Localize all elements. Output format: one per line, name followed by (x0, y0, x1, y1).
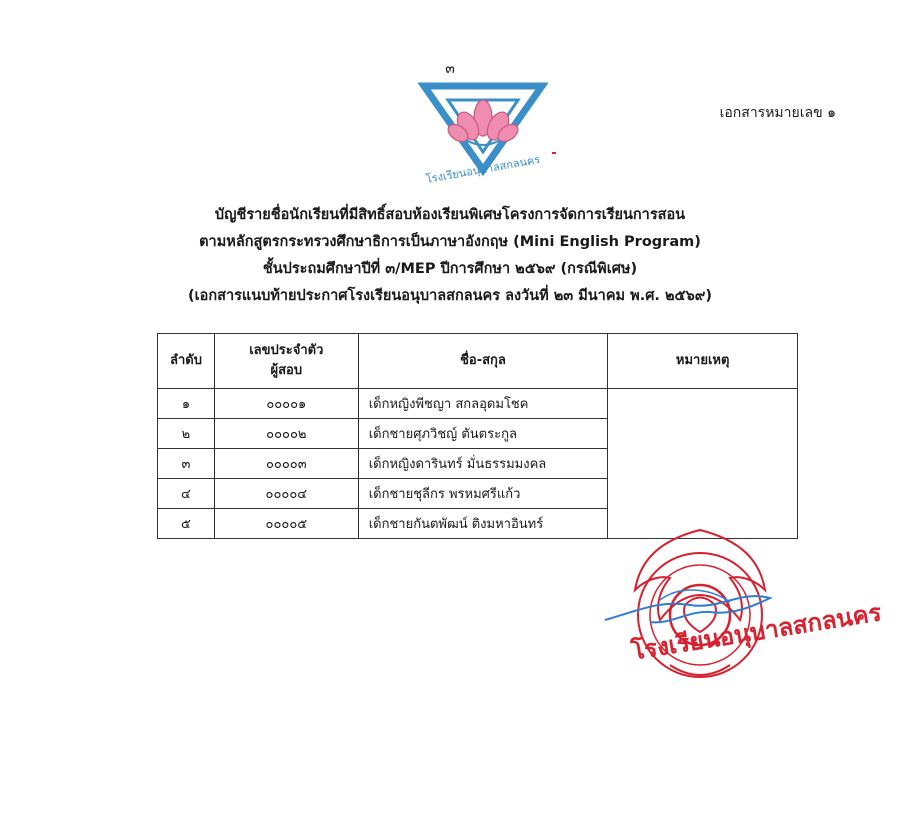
row-order: ๕ (158, 509, 215, 539)
header-exam-id-line-2: ผู้สอบ (270, 363, 303, 378)
candidate-table (157, 333, 798, 539)
row-order: ๒ (158, 419, 215, 449)
title-line-1: บัญชีรายชื่อนักเรียนที่มีสิทธิ์สอบห้องเรียนพิเศษโครงการจัดการเรียนการสอน (214, 207, 686, 223)
row-name: เด็กหญิงพีชญา สกลอุดมโชค (358, 389, 608, 419)
title-line-2: ตามหลักสูตรกระทรวงศึกษาธิการเป็นภาษาอังกฤษ (Mini English Program) (199, 234, 701, 250)
header-remarks: หมายเหตุ (608, 334, 798, 389)
row-name: เด็กชายชุลีกร พรหมศรีแก้ว (358, 479, 608, 509)
row-name: เด็กชายกันตพัฒน์ ติงมหาอินทร์ (358, 509, 608, 539)
row-name: เด็กหญิงดารินทร์ มั่นธรรมมงคล (358, 449, 608, 479)
document-title (0, 202, 900, 310)
row-order: ๑ (158, 389, 215, 419)
row-exam-id: ๐๐๐๐๑ (214, 389, 358, 419)
header-exam-id (214, 334, 358, 389)
row-name: เด็กชายศุภวิชญ์ ตันตระกูล (358, 419, 608, 449)
remarks-cell (608, 389, 798, 539)
logo-school-name: โรงเรียนอนุบาลสกลนคร (424, 153, 542, 186)
row-exam-id: ๐๐๐๐๕ (214, 509, 358, 539)
red-mark (552, 152, 556, 154)
table-header-row (158, 334, 798, 389)
table-row (158, 389, 798, 419)
row-exam-id: ๐๐๐๐๒ (214, 419, 358, 449)
title-line-3: ชั้นประถมศึกษาปีที่ ๓/MEP ปีการศึกษา ๒๕๖๙ (กรณีพิเศษ) (262, 261, 638, 277)
page-number: ๓ (445, 61, 455, 77)
title-line-4: (เอกสารแนบท้ายประกาศโรงเรียนอนุบาลสกลนคร ลงวันที่ ๒๓ มีนาคม พ.ศ. ๒๕๖๙) (188, 288, 712, 304)
header-exam-id-line-1: เลขประจำตัว (249, 343, 324, 358)
row-exam-id: ๐๐๐๐๔ (214, 479, 358, 509)
row-exam-id: ๐๐๐๐๓ (214, 449, 358, 479)
document-reference: เอกสารหมายเลข ๑ (719, 105, 836, 121)
seal-school-name: โรงเรียนอนุบาลสกลนคร (629, 598, 884, 666)
row-order: ๓ (158, 449, 215, 479)
header-name: ชื่อ-สกุล (358, 334, 608, 389)
header-order: ลำดับ (158, 334, 215, 389)
row-order: ๔ (158, 479, 215, 509)
